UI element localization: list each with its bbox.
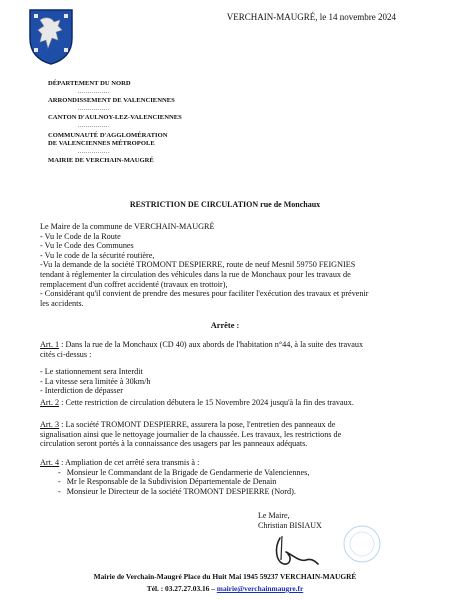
intro-line: les accidents.	[40, 298, 84, 308]
intro-line: - Vu le code de la sécurité routière,	[40, 250, 155, 260]
intro-line: tendant à réglementer la circulation des véhicules dans la rue de Monchaux pour les travaux de	[40, 269, 351, 279]
intro-line: remplacement d'un coffret accidenté (travaux en trottoir),	[40, 279, 228, 289]
recipient: Mr le Responsable de la Subdivision Départementale de Denain	[66, 477, 277, 487]
arrete-heading: Arrête :	[210, 321, 240, 330]
article-2	[40, 398, 438, 408]
footer-address: Mairie de Verchain-Maugré Place du Huit Mai 1945 59237 VERCHAIN-MAUGRÉ	[93, 572, 357, 581]
signature-name: Christian BISIAUX	[258, 521, 322, 530]
signature-title: Le Maire,	[258, 511, 290, 520]
document-title: RESTRICTION DE CIRCULATION rue de Monchaux	[129, 200, 321, 209]
intro-line: - Vu le Code des Communes	[40, 241, 134, 251]
admin-mairie: MAIRIE DE VERCHAIN-MAUGRÉ	[48, 157, 154, 164]
intro-line: - Considérant qu'il convient de prendre des mesures pour faciliter l'exécution des travaux et prévenir	[40, 289, 369, 299]
handwritten-signature	[272, 534, 320, 568]
recipient: Monsieur le Directeur de la société TROMONT DESPIERRE (Nord).	[66, 486, 296, 496]
separator: ................	[78, 149, 110, 155]
intro-line: Le Maire de la commune de VERCHAIN-MAUGRÉ	[40, 222, 215, 231]
footer-tel: Tél. : 03.27.27.03.16 –	[146, 584, 215, 593]
article-1-item: - Le stationnement sera Interdit	[40, 367, 143, 377]
article-3-text: signalisation ainsi que le nettoyage journalier de la chaussée. Les travaux, les restrictions de	[40, 429, 342, 439]
intro-block	[40, 222, 438, 308]
intro-line: -Vu la demande de la société TROMONT DESPIERRE, route de neuf Mesnil 59750 FEIGNIES	[40, 260, 356, 270]
article-2-label: Art. 2	[40, 398, 60, 407]
article-1-label: Art. 1	[40, 340, 60, 349]
separator: ................	[78, 106, 110, 112]
dateline: VERCHAIN-MAUGRÉ, le 14 novembre 2024	[226, 12, 396, 22]
bullet-icon: -	[58, 486, 61, 496]
article-1-text: cités ci-dessus :	[40, 349, 92, 359]
admin-communaute-2: DE VALENCIENNES MÉTROPOLE	[48, 140, 155, 147]
bullet-icon: -	[58, 477, 61, 487]
admin-communaute: COMMUNAUTÉ D'AGGLOMÉRATION	[48, 132, 168, 139]
mairie-stamp	[342, 524, 382, 564]
article-3-label: Art. 3	[40, 420, 60, 429]
article-1-item: - La vitesse sera limitée à 30km/h	[40, 376, 151, 386]
separator: ................	[78, 123, 110, 129]
article-4-text: : Ampliation de cet arrêté sera transmis à :	[59, 458, 200, 467]
article-3-text: circulation seront portés à la connaissance des usagers par les panneaux adéquats.	[40, 439, 308, 449]
admin-canton: CANTON D'AULNOY-LEZ-VALENCIENNES	[48, 114, 182, 121]
article-1	[40, 340, 438, 396]
article-3	[40, 420, 438, 449]
footer-contact	[0, 584, 450, 593]
coat-of-arms-icon	[28, 8, 74, 66]
footer-email-link[interactable]: mairie@verchainmaugre.fr	[216, 584, 304, 593]
intro-line: - Vu le Code de la Route	[40, 231, 121, 241]
bullet-icon: -	[58, 467, 61, 477]
admin-arrondissement: ARRONDISSEMENT DE VALENCIENNES	[48, 97, 175, 104]
admin-departement: DÉPARTEMENT DU NORD	[48, 80, 131, 87]
article-4	[40, 458, 438, 496]
article-1-text: : Dans la rue de la Monchaux (CD 40) aux abords de l'habitation n°44, à la suite des travaux	[59, 340, 364, 349]
article-3-text: : La société TROMONT DESPIERRE, assurera la pose, l'entretien des panneaux de	[59, 420, 336, 429]
article-4-label: Art. 4	[40, 458, 60, 467]
article-2-text: : Cette restriction de circulation débutera le 15 Novembre 2024 jusqu'à la fin des travaux.	[59, 398, 354, 407]
separator: ................	[78, 89, 110, 95]
article-1-item: - Interdiction de dépasser	[40, 386, 123, 396]
recipient: Monsieur le Commandant de la Brigade de Gendarmerie de Valenciennes,	[66, 467, 310, 477]
